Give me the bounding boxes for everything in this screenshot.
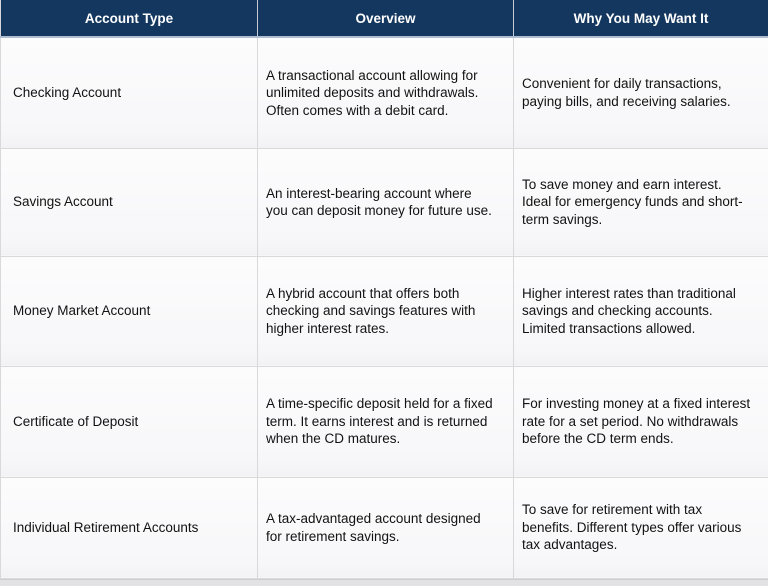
table-row	[1, 256, 768, 366]
cell-account-type: Money Market Account	[1, 256, 258, 366]
table-row	[1, 148, 768, 256]
cell-account-type: Savings Account	[1, 148, 258, 256]
cell-account-type: Individual Retirement Accounts	[1, 477, 258, 578]
table-row	[1, 366, 768, 477]
column-header-account-type: Account Type	[1, 0, 258, 37]
cell-overview: An interest-bearing account where you can deposit money for future use.	[258, 148, 514, 256]
cell-why: Higher interest rates than traditional savings and checking accounts. Limited transactions allowed.	[514, 256, 768, 366]
cell-overview: A hybrid account that offers both checking and savings features with higher interest rates.	[258, 256, 514, 366]
table-row	[1, 37, 768, 148]
column-header-overview: Overview	[258, 0, 514, 37]
column-header-why-you-may-want-it: Why You May Want It	[514, 0, 768, 37]
cell-account-type: Certificate of Deposit	[1, 366, 258, 477]
cell-why: Convenient for daily transactions, paying bills, and receiving salaries.	[514, 37, 768, 148]
cell-account-type: Checking Account	[1, 37, 258, 148]
cell-why: To save for retirement with tax benefits. Different types offer various tax advantages.	[514, 477, 768, 578]
cell-why: To save money and earn interest. Ideal for emergency funds and short-term savings.	[514, 148, 768, 256]
table-header-row	[1, 0, 768, 37]
cell-why: For investing money at a fixed interest rate for a set period. No withdrawals before the CD term ends.	[514, 366, 768, 477]
page-background-strip	[0, 579, 768, 586]
cell-overview: A transactional account allowing for unlimited deposits and withdrawals. Often comes with a debit card.	[258, 37, 514, 148]
table-row	[1, 477, 768, 578]
cell-overview: A time-specific deposit held for a fixed term. It earns interest and is returned when the CD matures.	[258, 366, 514, 477]
cell-overview: A tax-advantaged account designed for retirement savings.	[258, 477, 514, 578]
